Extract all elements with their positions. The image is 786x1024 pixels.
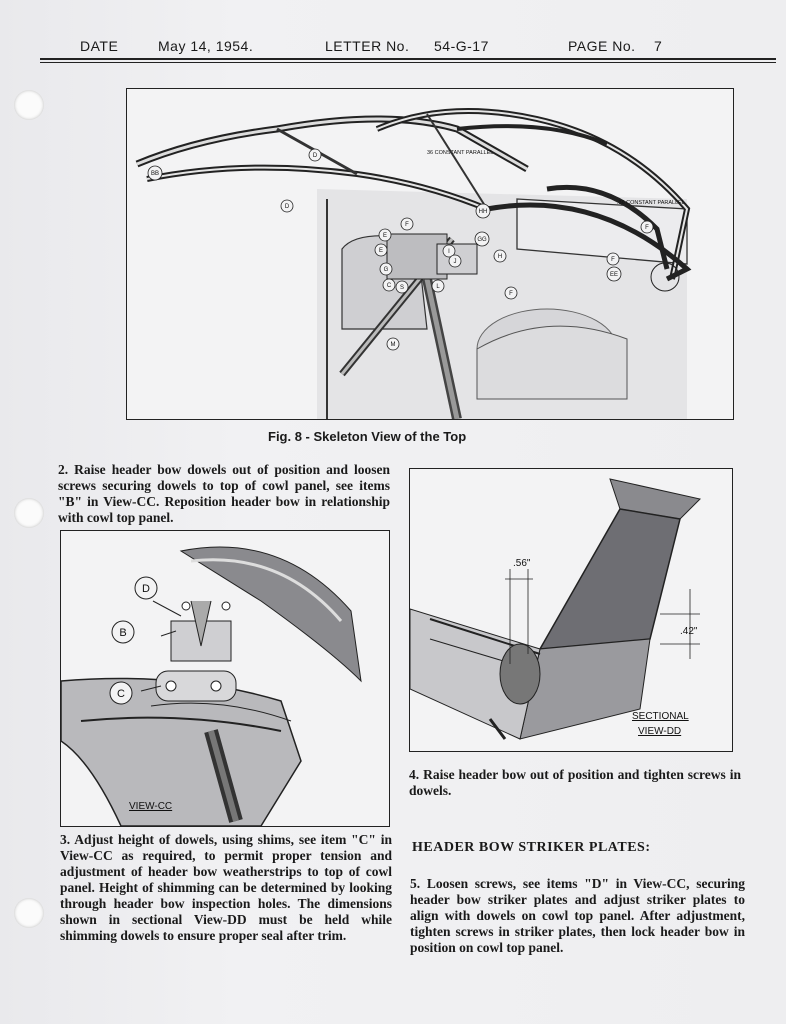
callout: C xyxy=(386,283,392,289)
date-label: DATE xyxy=(80,38,119,54)
callout: E xyxy=(382,233,388,239)
constant-parallel-label: 36 CONSTANT PARALLEL xyxy=(427,150,494,156)
callout: D xyxy=(284,204,290,210)
page-value: 7 xyxy=(654,38,663,54)
view-cc-figure xyxy=(60,530,390,827)
paragraph-step-3: 3. Adjust height of dowels, using shims, see item "C" in View-CC as required, to permit proper tension and adjustment of header bow weatherstrips to top of cowl panel. Height of shimming can be determined by looking through header bow inspection holes. The dimensions shown in sectional View-DD must be held while shimming dowels to ensure proper seal after trim. xyxy=(60,832,392,943)
view-dd-label: VIEW-DD xyxy=(638,726,682,737)
callout: GG xyxy=(477,237,487,243)
paragraph-step-5: 5. Loosen screws, see items "D" in View-CC, securing header bow striker plates and adjust striker plates to align with dowels on cowl top panel. After adjustment, tighten screws in striker plates, then lock header bow in position on cowl top panel. xyxy=(410,876,745,955)
figure-8-caption: Fig. 8 - Skeleton View of the Top xyxy=(268,429,467,444)
callout: I xyxy=(448,249,450,255)
callout: S xyxy=(399,285,405,291)
view-cc-label: VIEW-CC xyxy=(129,801,173,812)
paragraph-step-2: 2. Raise header bow dowels out of position and loosen screws securing dowels to top of cowl panel, see items "B" in View-CC. Reposition header bow in relationship with cowl top panel. xyxy=(58,462,390,525)
callout: EE xyxy=(609,272,619,278)
view-dd-illustration xyxy=(410,469,732,751)
callout-d: D xyxy=(142,583,150,595)
skeleton-illustration xyxy=(127,89,733,419)
constant-parallel-label: .36 CONSTANT PARALLEL xyxy=(617,200,685,206)
header-rule xyxy=(40,62,776,63)
callout: H xyxy=(497,254,503,260)
callout: G xyxy=(383,267,389,273)
callout: L xyxy=(436,284,440,290)
view-cc-illustration xyxy=(61,531,389,826)
callout: E xyxy=(378,248,384,254)
callout: J xyxy=(453,259,457,265)
figure-8-skeleton-view xyxy=(126,88,734,420)
dimension-042: .42" xyxy=(680,626,698,637)
punch-hole xyxy=(14,90,44,120)
document-header xyxy=(40,36,776,60)
callout: HH xyxy=(478,209,488,215)
view-dd-figure xyxy=(409,468,733,752)
callout-c: C xyxy=(117,688,125,700)
paragraph-step-4: 4. Raise header bow out of position and tighten screws in dowels. xyxy=(409,767,741,798)
callout: F xyxy=(645,225,649,231)
page-label: PAGE No. xyxy=(568,38,636,54)
letter-value: 54-G-17 xyxy=(434,38,489,54)
callout: M xyxy=(390,342,396,348)
section-heading: HEADER BOW STRIKER PLATES: xyxy=(412,840,651,855)
punch-hole xyxy=(14,898,44,928)
header-rule xyxy=(40,58,776,60)
letter-label: LETTER No. xyxy=(325,38,410,54)
dimension-056: .56" xyxy=(513,558,531,569)
view-dd-label: SECTIONAL xyxy=(632,711,689,722)
callout: BB xyxy=(150,171,160,177)
callout-b: B xyxy=(119,627,127,639)
callout: F xyxy=(405,222,409,228)
callout: D xyxy=(312,153,318,159)
callout: F xyxy=(611,257,615,263)
date-value: May 14, 1954. xyxy=(158,38,254,54)
callout: F xyxy=(509,291,513,297)
punch-hole xyxy=(14,498,44,528)
